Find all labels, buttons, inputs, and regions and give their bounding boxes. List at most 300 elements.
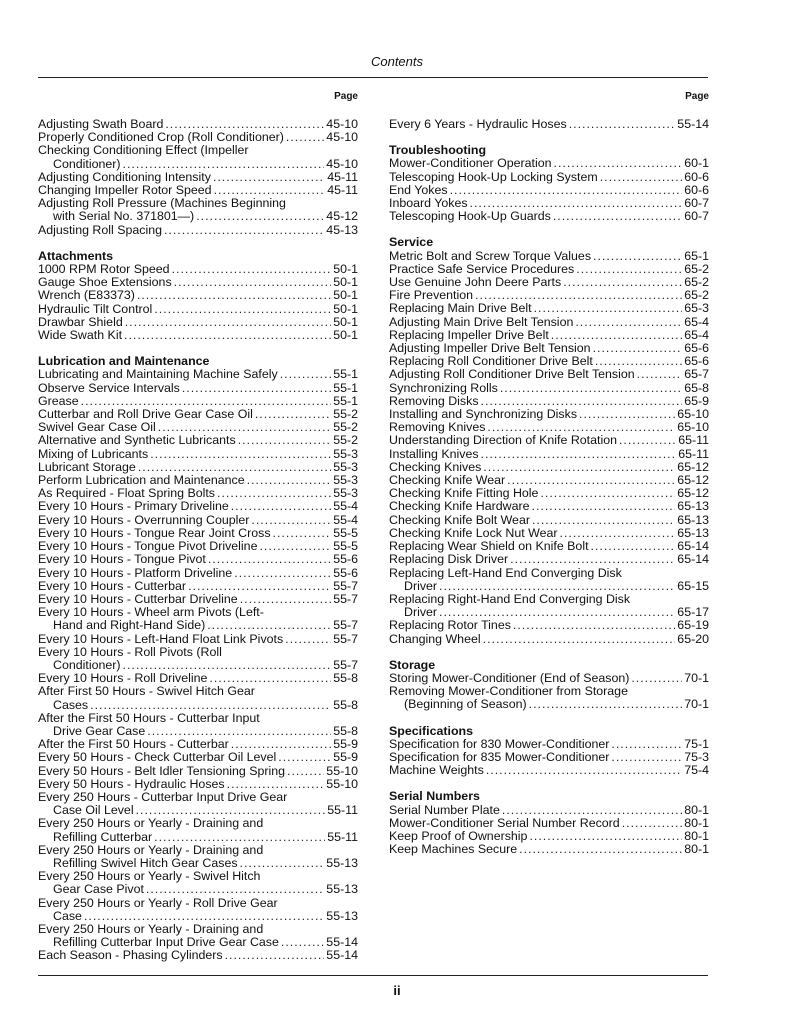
toc-entry-text: Alternative and Synthetic Lubricants [38, 433, 236, 448]
toc-entry[interactable] [389, 302, 709, 315]
toc-section [389, 725, 709, 778]
toc-page-ref: 55-3 [333, 473, 358, 488]
toc-entry-text: Adjusting Main Drive Belt Tension [389, 314, 574, 329]
toc-entry[interactable] [38, 567, 358, 580]
toc-entry-text: Every 10 Hours - Cutterbar Driveline [38, 591, 238, 606]
toc-entry-text: Every 50 Hours - Hydraulic Hoses [38, 776, 225, 791]
toc-entry-row [389, 368, 709, 381]
toc-entry-row [38, 289, 358, 302]
toc-right-column [389, 90, 709, 869]
toc-entry-row [389, 316, 709, 329]
toc-entry[interactable] [389, 316, 709, 329]
toc-page-ref: 75-4 [684, 763, 709, 778]
toc-entry-text: Replacing Left-Hand End Converging Disk [389, 565, 622, 580]
toc-entry-text: Changing Wheel [389, 631, 481, 646]
toc-entry-text: Specification for 835 Mower-Conditioner [389, 749, 610, 764]
toc-entry-text: Conditioner) [53, 657, 121, 672]
dot-leader [207, 619, 331, 632]
toc-page-ref: 70-1 [684, 670, 709, 685]
toc-entry-text: Checking Knife Fitting Hole [389, 486, 539, 501]
dot-leader [519, 843, 682, 856]
dot-leader [182, 382, 331, 395]
toc-page-ref: 55-1 [333, 393, 358, 408]
toc-entry-text: Hand and Right-Hand Side) [53, 618, 206, 633]
toc-entry-text: Replacing Impeller Drive Belt [389, 327, 549, 342]
toc-page-ref: 65-10 [677, 407, 709, 422]
toc-entry-text: Wide Swath Kit [38, 328, 123, 343]
toc-entry-text: Replacing Rotor Tines [389, 618, 511, 633]
toc-entry-text: Inboard Yokes [389, 196, 468, 211]
toc-entry[interactable] [38, 817, 358, 843]
toc-entry[interactable] [38, 224, 358, 237]
toc-page-ref: 60-1 [684, 156, 709, 171]
toc-entry-text: As Required - Float Spring Bolts [38, 486, 215, 501]
toc-entry[interactable] [38, 434, 358, 447]
toc-entry[interactable] [389, 843, 709, 856]
toc-entry[interactable] [38, 500, 358, 513]
toc-entry-text: Case Oil Level [53, 803, 134, 818]
page-column-header: Page [685, 91, 709, 102]
toc-page-ref: 55-14 [326, 935, 358, 950]
toc-entry-text: End Yokes [389, 182, 448, 197]
toc-entry-row [38, 883, 358, 896]
toc-section [389, 144, 709, 223]
dot-leader [278, 751, 331, 764]
toc-entry-text: Every 10 Hours - Tongue Rear Joint Cross [38, 525, 271, 540]
dot-leader [502, 804, 682, 817]
toc-entry-text: Every 10 Hours - Roll Driveline [38, 671, 208, 686]
toc-entry-text: Every 250 Hours or Yearly - Draining and [38, 816, 264, 831]
toc-entry-text: Each Season - Phasing Cylinders [38, 948, 223, 963]
toc-page-ref: 55-3 [333, 486, 358, 501]
toc-entry[interactable] [389, 514, 709, 527]
toc-entry-row [389, 633, 709, 646]
toc-section [38, 118, 358, 237]
toc-entry-row [389, 764, 709, 777]
toc-entry[interactable] [389, 567, 709, 593]
dot-leader [529, 830, 682, 843]
dot-leader [174, 276, 332, 289]
toc-entry[interactable] [38, 844, 358, 870]
toc-entry[interactable] [38, 923, 358, 949]
dot-leader [569, 118, 676, 131]
toc-entry-text: Keep Machines Secure [389, 842, 518, 857]
toc-page-ref: 45-11 [327, 169, 358, 184]
toc-entry-text: Removing Disks [389, 393, 479, 408]
toc-entry-text: Refilling Cutterbar [53, 829, 153, 844]
toc-page-ref: 50-1 [333, 288, 358, 303]
toc-entry-text: After the First 50 Hours - Cutterbar [38, 737, 229, 752]
toc-entry[interactable] [38, 329, 358, 342]
dot-leader [532, 514, 675, 527]
dot-leader [255, 408, 331, 421]
dot-leader [593, 250, 682, 263]
dot-leader [227, 778, 325, 791]
dot-leader [534, 302, 683, 315]
toc-entry-text: Adjusting Roll Pressure (Machines Beginning [38, 196, 286, 211]
section-title: Attachments [38, 248, 114, 263]
toc-entry-text: Cutterbar and Roll Drive Gear Case Oil [38, 407, 253, 422]
toc-page-ref: 65-12 [677, 459, 709, 474]
toc-entry-text: Replacing Right-Hand End Converging Disk [389, 591, 631, 606]
toc-entry-row [38, 448, 358, 461]
toc-page-ref: 75-1 [684, 736, 709, 751]
toc-page-ref: 45-11 [327, 183, 358, 198]
toc-entry-row [38, 224, 358, 237]
toc-entry-text: Checking Conditioning Effect (Impeller [38, 143, 249, 158]
dot-leader [123, 158, 325, 171]
dot-leader [532, 500, 676, 513]
toc-page-ref: 60-6 [684, 169, 709, 184]
toc-page-ref: 50-1 [333, 314, 358, 329]
toc-entry-text: Installing Knives [389, 446, 479, 461]
toc-entry-text: After First 50 Hours - Swivel Hitch Gear [38, 684, 255, 699]
toc-entry[interactable] [389, 157, 709, 170]
toc-entry-text: Every 50 Hours - Belt Idler Tensioning Spring [38, 763, 286, 778]
toc-entry-text: Replacing Roll Conditioner Drive Belt [389, 354, 593, 369]
toc-entry-text: Every 10 Hours - Platform Driveline [38, 565, 233, 580]
toc-entry-text: Practice Safe Service Procedures [389, 261, 575, 276]
toc-entry[interactable] [389, 500, 709, 513]
toc-entry-row [389, 843, 709, 856]
toc-entry-row [38, 368, 358, 381]
toc-entry-text: Checking Knife Bolt Wear [389, 512, 530, 527]
toc-page-ref: 55-7 [333, 631, 358, 646]
toc-entry[interactable] [38, 448, 358, 461]
toc-entry-text: 1000 RPM Rotor Speed [38, 262, 170, 277]
dot-leader [554, 157, 683, 170]
toc-entry-text: Telescoping Hook-Up Locking System [389, 169, 598, 184]
toc-entry[interactable] [38, 289, 358, 302]
dot-leader [281, 936, 324, 949]
toc-entry[interactable] [389, 368, 709, 381]
toc-page-ref: 65-3 [684, 301, 709, 316]
toc-page-ref: 55-7 [333, 591, 358, 606]
toc-entry[interactable] [389, 817, 709, 830]
toc-entry[interactable] [389, 434, 709, 447]
toc-entry-text: Every 10 Hours - Primary Driveline [38, 499, 229, 514]
toc-entry-row [38, 329, 358, 342]
section-title: Serial Numbers [389, 789, 480, 804]
dot-leader [90, 699, 331, 712]
toc-entry[interactable] [389, 619, 709, 632]
toc-entry-row [38, 434, 358, 447]
toc-entry-row [38, 619, 358, 632]
dot-leader [575, 316, 682, 329]
toc-page-ref: 65-4 [684, 314, 709, 329]
dot-leader [285, 633, 331, 646]
dot-leader [513, 619, 675, 632]
toc-entry[interactable] [389, 448, 709, 461]
toc-entry-text: Checking Knife Hardware [389, 499, 530, 514]
toc-entry-row [389, 514, 709, 527]
toc-entry-row [389, 804, 709, 817]
toc-entry-text: Every 250 Hours or Yearly - Swivel Hitch [38, 869, 261, 884]
toc-page-ref: 65-2 [684, 288, 709, 303]
toc-entry[interactable] [38, 751, 358, 764]
toc-entry[interactable] [38, 553, 358, 566]
toc-entry[interactable] [389, 764, 709, 777]
toc-entry-text: Adjusting Roll Conditioner Drive Belt Tension [389, 367, 635, 382]
toc-entry-text: Every 250 Hours or Yearly - Draining and [38, 842, 264, 857]
toc-entry-text: Hydraulic Tilt Control [38, 301, 153, 316]
toc-page-ref: 55-1 [333, 367, 358, 382]
toc-entry[interactable] [389, 118, 709, 131]
toc-entry[interactable] [389, 382, 709, 395]
toc-page-ref: 55-10 [326, 776, 358, 791]
toc-entry-text: Specification for 830 Mower-Conditioner [389, 736, 610, 751]
toc-page-ref: 55-14 [677, 117, 709, 131]
toc-page-ref: 80-1 [684, 815, 709, 830]
toc-page-ref: 55-8 [333, 697, 358, 712]
toc-entry-text: Refilling Cutterbar Input Drive Gear Case [53, 935, 279, 950]
toc-page-ref: 65-2 [684, 261, 709, 276]
page-number: ii [393, 983, 401, 998]
page-column-header: Page [334, 91, 358, 102]
toc-entry-row [38, 303, 358, 316]
toc-entry-text: Gear Case Pivot [53, 882, 144, 897]
toc-entry-text: Lubricating and Maintaining Machine Safely [38, 367, 278, 382]
toc-entry-text: Every 10 Hours - Roll Pivots (Roll [38, 644, 222, 659]
toc-entry-text: Every 10 Hours - Wheel arm Pivots (Left- [38, 605, 264, 620]
toc-entry-row [389, 302, 709, 315]
toc-page-ref: 55-4 [333, 512, 358, 527]
toc-page-ref: 55-2 [333, 407, 358, 422]
toc-section [38, 250, 358, 342]
dot-leader [483, 633, 676, 646]
toc-entry-row [38, 910, 358, 923]
toc-page-ref: 80-1 [684, 828, 709, 843]
toc-entry[interactable] [389, 553, 709, 566]
toc-page-ref: 65-11 [678, 433, 709, 448]
dot-leader [483, 461, 675, 474]
dot-leader [529, 698, 683, 711]
toc-page-ref: 65-13 [677, 512, 709, 527]
toc-page-ref: 55-5 [333, 525, 358, 540]
toc-entry-text: Machine Weights [389, 763, 484, 778]
section-title: Lubrication and Maintenance [38, 354, 210, 369]
toc-entry-row [38, 778, 358, 791]
dot-leader [579, 408, 675, 421]
dot-leader [450, 184, 683, 197]
toc-entry-text: Changing Impeller Rotor Speed [38, 183, 212, 198]
toc-page-ref: 65-6 [684, 341, 709, 356]
toc-page-ref: 65-14 [677, 552, 709, 567]
toc-page-ref: 65-20 [677, 631, 709, 646]
toc-entry-text: Storing Mower-Conditioner (End of Season) [389, 670, 630, 685]
toc-entry-text: Case [53, 908, 82, 923]
toc-page-ref: 65-12 [677, 486, 709, 501]
toc-entry-text: Synchronizing Rolls [389, 380, 498, 395]
toc-entry[interactable] [38, 712, 358, 738]
toc-entry-text: Replacing Disk Driver [389, 552, 509, 567]
toc-page-ref: 55-1 [333, 380, 358, 395]
dot-leader [137, 289, 331, 302]
toc-entry[interactable] [38, 870, 358, 896]
page-header-title: Contents [370, 54, 424, 69]
toc-entry-text: Adjusting Impeller Drive Belt Tension [389, 341, 591, 356]
toc-page-ref: 65-11 [678, 446, 709, 461]
toc-entry-text: (Beginning of Season) [404, 697, 527, 712]
toc-entry-text: Adjusting Swath Board [38, 117, 164, 131]
toc-entry[interactable] [389, 685, 709, 711]
toc-entry-text: Every 6 Years - Hydraulic Hoses [389, 117, 567, 131]
toc-entry[interactable] [38, 633, 358, 646]
toc-entry[interactable] [38, 303, 358, 316]
toc-entry[interactable] [38, 514, 358, 527]
dot-leader [287, 765, 324, 778]
toc-entry-text: Replacing Main Drive Belt [389, 301, 532, 316]
dot-leader [146, 883, 324, 896]
toc-entry-row [389, 619, 709, 632]
toc-page-ref: 45-10 [326, 156, 358, 171]
toc-entry-row [389, 171, 709, 184]
toc-entry-row [38, 580, 358, 593]
dot-leader [208, 553, 331, 566]
toc-entry-row [38, 158, 358, 171]
toc-entry[interactable] [38, 144, 358, 170]
toc-entry-text: Properly Conditioned Crop (Roll Conditioner) [38, 130, 284, 145]
dot-leader [251, 514, 331, 527]
toc-entry[interactable] [38, 580, 358, 593]
toc-entry-row [38, 514, 358, 527]
section-title: Specifications [389, 723, 474, 738]
toc-entry[interactable] [389, 210, 709, 223]
toc-entry-text: Gauge Shoe Extensions [38, 275, 172, 290]
toc-entry-text: Every 50 Hours - Check Cutterbar Oil Level [38, 750, 277, 765]
toc-entry-text: Cases [53, 697, 89, 712]
toc-page-ref: 75-3 [684, 749, 709, 764]
dot-leader [553, 210, 682, 223]
toc-entry-row [389, 157, 709, 170]
toc-entry-text: After the First 50 Hours - Cutterbar Input [38, 710, 260, 725]
toc-page-ref: 55-13 [326, 882, 358, 897]
toc-page-ref: 80-1 [684, 842, 709, 857]
toc-entry-text: Driver [404, 578, 438, 593]
toc-page-ref: 50-1 [333, 262, 358, 277]
dot-leader [631, 672, 682, 685]
toc-entry-text: Refilling Swivel Hitch Gear Cases [53, 855, 238, 870]
toc-entry-text: Removing Knives [389, 420, 486, 435]
dot-leader [611, 751, 682, 764]
toc-entry-text: Mower-Conditioner Operation [389, 156, 552, 171]
dot-leader [124, 329, 331, 342]
toc-entry-row [38, 567, 358, 580]
toc-entry[interactable] [389, 171, 709, 184]
section-title: Storage [389, 657, 436, 672]
dot-leader [600, 171, 683, 184]
toc-entry-text: Checking Knife Lock Nut Wear [389, 525, 558, 540]
dot-leader [259, 540, 331, 553]
toc-entry[interactable] [38, 606, 358, 632]
toc-page-ref: 50-1 [333, 301, 358, 316]
dot-leader [154, 831, 325, 844]
toc-entry-text: Mixing of Lubricants [38, 446, 149, 461]
toc-page-ref: 65-19 [677, 618, 709, 633]
toc-page-ref: 55-13 [326, 855, 358, 870]
toc-entry[interactable] [38, 382, 358, 395]
toc-page-ref: 60-7 [684, 196, 709, 211]
toc-entry[interactable] [38, 765, 358, 778]
section-title: Service [389, 235, 434, 250]
toc-page-ref: 65-6 [684, 354, 709, 369]
toc-entry[interactable] [389, 804, 709, 817]
toc-entry[interactable] [38, 791, 358, 817]
toc-page-ref: 60-6 [684, 182, 709, 197]
toc-page-ref: 65-10 [677, 420, 709, 435]
dot-leader [164, 224, 324, 237]
toc-entry-text: Understanding Direction of Knife Rotation [389, 433, 617, 448]
toc-entry-text: Drawbar Shield [38, 314, 123, 329]
toc-page-ref: 55-9 [333, 737, 358, 752]
toc-entry[interactable] [38, 368, 358, 381]
toc-entry-row [389, 738, 709, 751]
toc-entry-row [38, 210, 358, 223]
toc-page-ref: 55-9 [333, 750, 358, 765]
toc-entry-row [38, 831, 358, 844]
toc-entry-row [389, 210, 709, 223]
toc-entry-text: Every 250 Hours or Yearly - Draining and [38, 921, 264, 936]
dot-leader [247, 474, 332, 487]
toc-section [389, 659, 709, 712]
toc-entry-text: Conditioner) [53, 156, 121, 171]
toc-entry-text: with Serial No. 371801—) [53, 209, 195, 224]
toc-page-ref: 50-1 [333, 328, 358, 343]
toc-entry[interactable] [389, 738, 709, 751]
dot-leader [150, 448, 331, 461]
toc-page-ref: 55-7 [333, 578, 358, 593]
toc-entry[interactable] [38, 197, 358, 223]
toc-entry[interactable] [38, 685, 358, 711]
toc-page-ref: 55-3 [333, 459, 358, 474]
toc-page-ref: 50-1 [333, 275, 358, 290]
toc-entry-row [38, 765, 358, 778]
dot-leader [637, 368, 683, 381]
toc-entry-row [389, 118, 709, 131]
toc-entry-text: Every 250 Hours - Cutterbar Input Drive Gear [38, 789, 288, 804]
dot-leader [540, 487, 675, 500]
dot-leader [563, 276, 682, 289]
toc-entry-text: Adjusting Roll Spacing [38, 222, 162, 237]
toc-entry[interactable] [389, 250, 709, 263]
toc-section [389, 790, 709, 856]
toc-entry[interactable] [38, 949, 358, 962]
toc-entry-row [389, 580, 709, 593]
toc-entry[interactable] [389, 633, 709, 646]
toc-entry[interactable] [38, 897, 358, 923]
toc-page-ref: 55-4 [333, 499, 358, 514]
toc-page-ref: 55-8 [333, 723, 358, 738]
dot-leader [238, 434, 332, 447]
toc-entry[interactable] [38, 778, 358, 791]
toc-page-ref: 55-11 [327, 803, 358, 818]
toc-entry[interactable] [389, 593, 709, 619]
dot-leader [619, 434, 676, 447]
toc-entry-text: Use Genuine John Deere Parts [389, 275, 562, 290]
toc-entry-row [389, 250, 709, 263]
dot-leader [481, 448, 677, 461]
footer-divider [38, 975, 708, 976]
toc-entry-text: Checking Knives [389, 459, 482, 474]
toc-page-ref: 65-8 [684, 380, 709, 395]
toc-entry[interactable] [38, 646, 358, 672]
toc-entry-text: Removing Mower-Conditioner from Storage [389, 684, 628, 699]
toc-entry-text: Every 10 Hours - Tongue Pivot [38, 552, 206, 567]
toc-page-ref: 55-2 [333, 420, 358, 435]
dot-leader [172, 263, 332, 276]
toc-page-ref: 55-2 [333, 433, 358, 448]
dot-leader [231, 500, 331, 513]
